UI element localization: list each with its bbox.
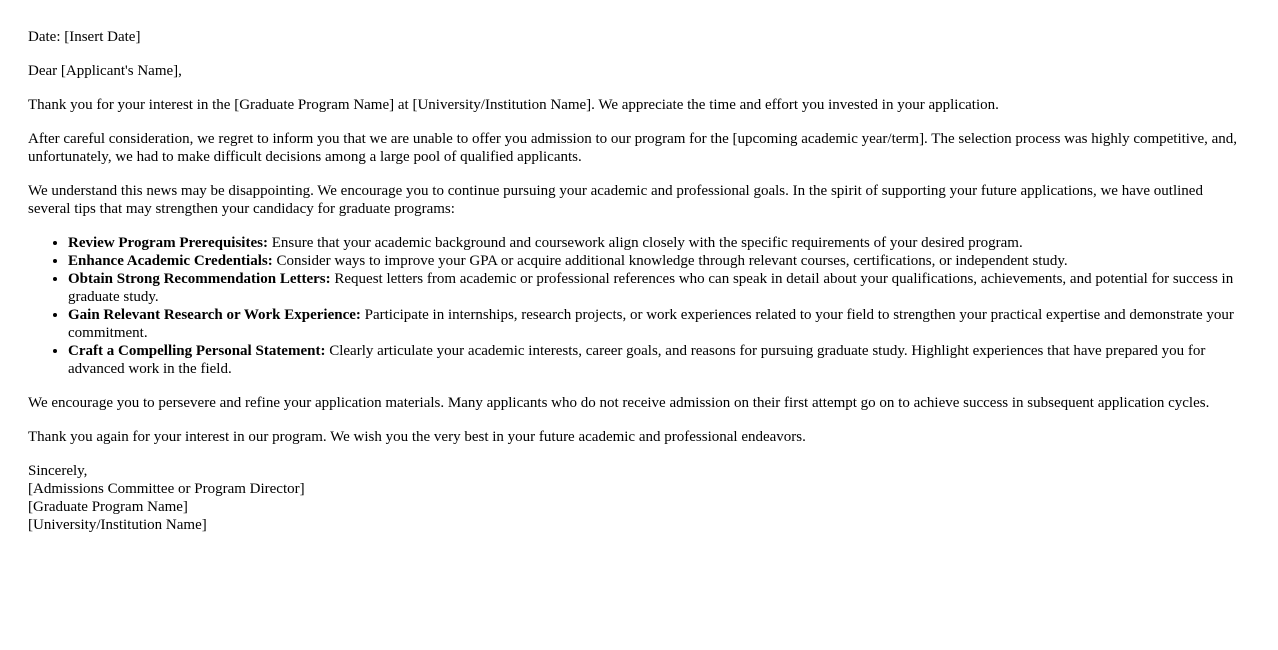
signature-closing: Sincerely, bbox=[28, 463, 88, 479]
tip-title: Gain Relevant Research or Work Experience: bbox=[68, 307, 361, 323]
tip-text: Ensure that your academic background and coursework align closely with the specific requirements of your desired program. bbox=[267, 235, 1023, 251]
tip-text: Consider ways to improve your GPA or acquire additional knowledge through relevant courses, certifications, or independent study. bbox=[272, 253, 1068, 269]
tip-title: Enhance Academic Credentials: bbox=[68, 253, 273, 269]
letter-date: Date: [Insert Date] bbox=[28, 29, 141, 45]
body-paragraph-decision: After careful consideration, we regret to inform you that we are unable to offer you admission to our program for the [upcoming academic year/term]. The selection process was highly competitive, and, unfortunately, we had to make difficult decisions among a large pool of qualified applicants. bbox=[28, 131, 1238, 165]
tip-title: Review Program Prerequisites: bbox=[68, 235, 268, 251]
tip-item bbox=[68, 252, 1248, 270]
rejection-letter bbox=[28, 28, 1248, 550]
body-paragraph-thanks: Thank you for your interest in the [Graduate Program Name] at [University/Institution Name]. We appreciate the time and effort you invested in your application. bbox=[28, 97, 999, 113]
letter-salutation: Dear [Applicant's Name], bbox=[28, 63, 182, 79]
body-paragraph-tips-intro: We understand this news may be disappointing. We encourage you to continue pursuing your academic and professional goals. In the spirit of supporting your future applications, we have outlined several tips that may strengthen your candidacy for graduate programs: bbox=[28, 183, 1203, 217]
tip-text: Participate in internships, research projects, or work experiences related to your field to strengthen your practical expertise and demonstrate your commitment. bbox=[68, 307, 1234, 341]
tip-title: Craft a Compelling Personal Statement: bbox=[68, 343, 326, 359]
tip-item bbox=[68, 234, 1248, 252]
tip-text: Request letters from academic or professional references who can speak in detail about your qualifications, achievements, and potential for success in graduate study. bbox=[68, 271, 1234, 305]
signature-program: [Graduate Program Name] bbox=[28, 499, 188, 515]
tips-list bbox=[28, 234, 1248, 378]
tip-item bbox=[68, 342, 1248, 378]
tip-item bbox=[68, 270, 1248, 306]
body-paragraph-encourage: We encourage you to persevere and refine your application materials. Many applicants who do not receive admission on their first attempt go on to achieve success in subsequent application cycles. bbox=[28, 395, 1210, 411]
body-paragraph-thanks-again: Thank you again for your interest in our program. We wish you the very best in your future academic and professional endeavors. bbox=[28, 429, 806, 445]
signature-institution: [University/Institution Name] bbox=[28, 517, 207, 533]
tip-text: Clearly articulate your academic interests, career goals, and reasons for pursuing graduate study. Highlight experiences that have prepared you for advanced work in the field. bbox=[68, 343, 1206, 377]
tip-item bbox=[68, 306, 1248, 342]
tip-title: Obtain Strong Recommendation Letters: bbox=[68, 271, 331, 287]
signature-block bbox=[28, 462, 1248, 534]
signature-signer: [Admissions Committee or Program Director] bbox=[28, 481, 305, 497]
